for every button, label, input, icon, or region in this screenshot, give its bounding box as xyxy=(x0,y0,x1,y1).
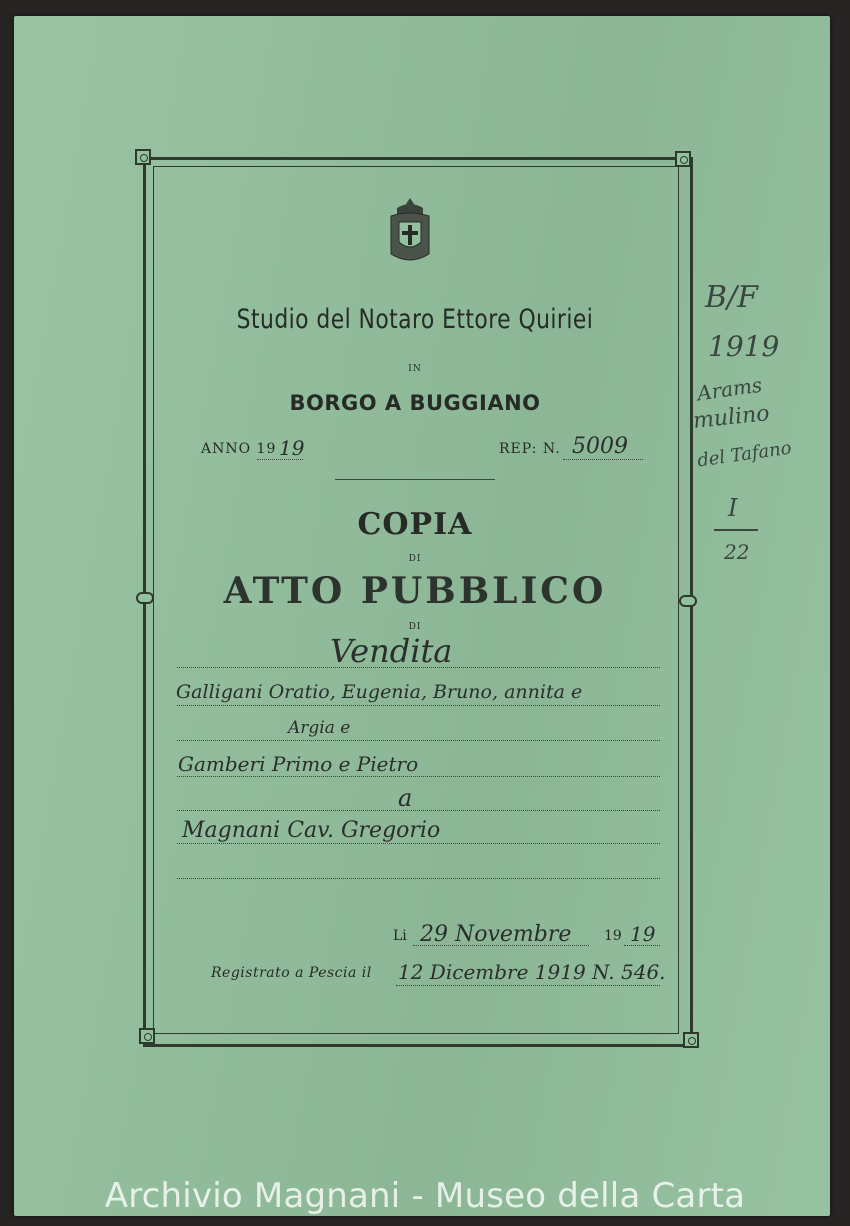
di-label-2: DI xyxy=(408,622,422,632)
rule-line-2 xyxy=(177,705,660,706)
rep-label: REP: N. xyxy=(499,441,561,457)
rep-rule xyxy=(563,459,643,460)
margin-note-4: mulino xyxy=(691,401,771,434)
parties-line-3: Gamberi Primo e Pietro xyxy=(178,752,419,776)
atto-pubblico-heading: ATTO PUBBLICO xyxy=(223,570,607,612)
place-name: BORGO A BUGGIANO xyxy=(289,391,541,415)
margin-note-2: 1919 xyxy=(708,330,780,363)
anno-label: ANNO 19 xyxy=(201,441,277,457)
divider-rule xyxy=(335,479,495,480)
year-handwritten: 19 xyxy=(630,922,656,946)
act-type-handwritten: Vendita xyxy=(330,632,453,670)
margin-note-3: Arams xyxy=(695,372,764,406)
rule-line-6 xyxy=(177,843,660,844)
notary-studio-title: Studio del Notaro Ettore Quiriei xyxy=(236,304,594,335)
buyer-handwritten: Magnani Cav. Gregorio xyxy=(182,818,441,843)
date-handwritten: 29 Novembre xyxy=(420,922,572,947)
date-rule xyxy=(413,945,589,946)
registered-handwritten: 12 Dicembre 1919 N. 546. xyxy=(398,960,666,984)
margin-note-1: B/F xyxy=(705,280,758,315)
year-printed: 19 xyxy=(604,928,622,944)
margin-note-5: del Tafano xyxy=(696,437,793,472)
crest-icon xyxy=(385,196,435,266)
in-label: IN xyxy=(408,364,422,374)
rule-line-3 xyxy=(177,740,660,741)
a-handwritten: a xyxy=(398,784,413,812)
rule-line-7 xyxy=(177,878,660,879)
corner-ornament-bottom-left xyxy=(139,1028,155,1044)
corner-ornament-top-right xyxy=(675,151,691,167)
registered-rule xyxy=(396,985,660,986)
copia-heading: COPIA xyxy=(357,507,473,542)
margin-fraction-line xyxy=(714,529,758,531)
rule-line-1 xyxy=(177,667,660,668)
li-label: Li xyxy=(393,928,407,944)
rule-line-5 xyxy=(177,810,660,811)
parties-line-2: Argia e xyxy=(288,718,351,738)
anno-handwritten-value: 19 xyxy=(279,436,305,460)
corner-ornament-top-left xyxy=(135,149,151,165)
margin-note-7: 22 xyxy=(724,540,750,564)
rep-handwritten-value: 5009 xyxy=(572,434,628,459)
anno-rule xyxy=(257,459,303,460)
di-label-1: DI xyxy=(408,554,422,564)
margin-note-6: I xyxy=(728,494,738,522)
rule-line-4 xyxy=(177,776,660,777)
year-rule xyxy=(624,945,660,946)
registered-label: Registrato a Pescia il xyxy=(211,965,372,981)
parties-line-1: Galligani Oratio, Eugenia, Bruno, annita e xyxy=(176,681,583,703)
corner-ornament-bottom-right xyxy=(683,1032,699,1048)
archive-watermark: Archivio Magnani - Museo della Carta xyxy=(104,1176,746,1216)
